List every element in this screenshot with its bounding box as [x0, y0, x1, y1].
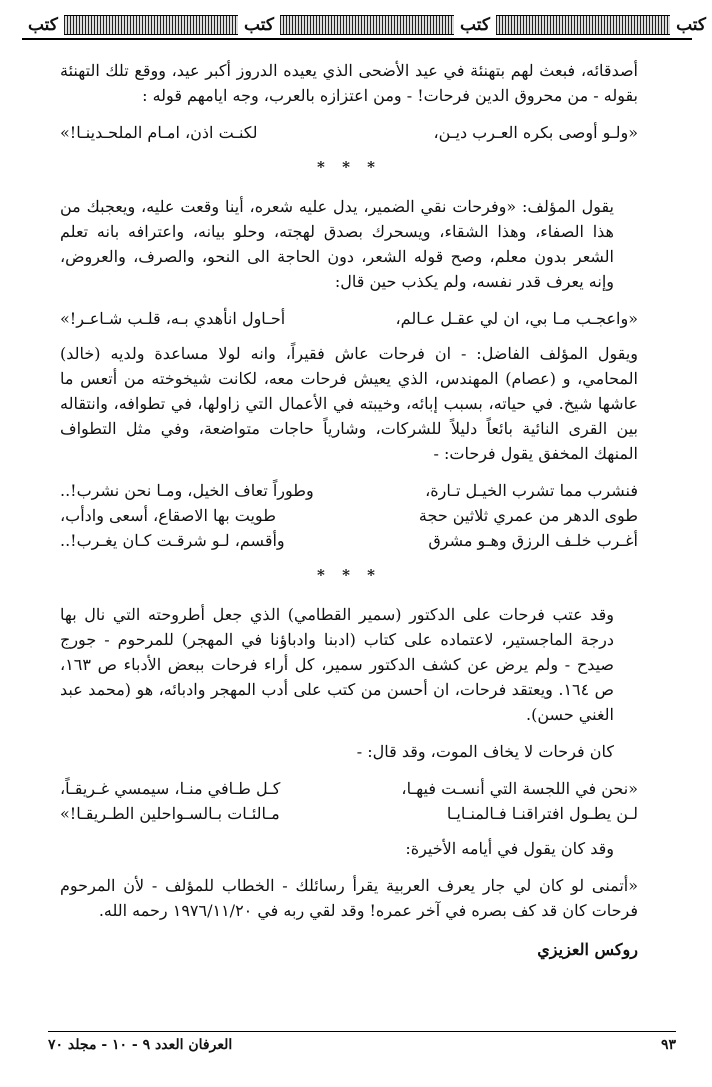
verse-line [60, 120, 638, 145]
verse-hemistich: أحـاول انأهدي بـه، قلـب شـاعـر!» [60, 309, 286, 328]
banner-pattern [496, 15, 670, 35]
verse-hemistich: وأقسم، لـو شرقـت كـان يغـرب!.. [60, 531, 285, 550]
verse-line [60, 776, 638, 801]
banner-word: كتب [238, 16, 280, 34]
banner-pattern [280, 15, 454, 35]
page-footer [48, 1037, 676, 1053]
verse-hemistich: لـن يطـول افتراقنـا فـالمنـايـا [446, 804, 638, 823]
verse-line [60, 503, 638, 528]
banner-pattern [64, 15, 238, 35]
verse-line [60, 306, 638, 331]
banner-word: كتب [454, 16, 496, 34]
fadel-paragraph: ويقول المؤلف الفاضل: - ان فرحات عاش فقيراً، وانه لولا مساعدة ولديه (خالد) المحامي، و (عصام) المهندس، الذي يعيش فرحات معه، لكانت شيخوخته من أتعس ما عاشها شيخ. في حياته، بسبب إبائه، وخيبته في الأعمال التي زاولها، في تطوافه، وانتقاله بين القرى النائية بائعاً دليلاً للشركات، وشارياً حاجات متواضعة، وفي مثل التطواف المنهك المخفق يقول فرحات: - [60, 344, 638, 463]
header-rule [22, 38, 692, 40]
death-intro: كان فرحات لا يخاف الموت، وقد قال: - [356, 742, 614, 761]
verse-line [60, 528, 638, 553]
banner-word: كتب [670, 16, 712, 34]
intro-paragraph: أصدقائه، فبعث لهم بتهنئة في عيد الأضحى الذي يعيده الدروز أكبر عيد، ووقع تلك التهنئة بقوله - من محروق الدين فرحات! - ومن اعتزازه بالعرب، وجه ايامهم قوله : [60, 61, 638, 105]
verse-block-4 [60, 776, 638, 826]
verse-hemistich: طوى الدهر من عمري ثلاثين حجة [418, 506, 638, 525]
author-signature: روكس العزيزي [537, 940, 638, 959]
verse-hemistich: «ولـو أوصى بكره العـرب ديـن، [433, 123, 638, 142]
verse-hemistich: مـالئـات بـالسـواحلين الطـريقـا!» [60, 804, 280, 823]
final-quote: «أتمنى لو كان لي جار يعرف العربية يقرأ رسائلك - الخطاب للمؤلف - لأن المرحوم فرحات كان قد كف بصره في آخر عمره! وقد لقي ربه في ١٩٧٦/١١/٢٠ رحمه الله. [60, 876, 638, 920]
verse-block-3 [60, 478, 638, 553]
verse-line [60, 801, 638, 826]
verse-hemistich: أغـرب خلـف الرزق وهـو مشرق [428, 531, 638, 550]
verse-hemistich: فنشرب مما تشرب الخيـل تـارة، [425, 481, 638, 500]
banner-word: كتب [22, 16, 64, 34]
section-divider: * * * [317, 158, 381, 176]
journal-citation: العرفان العدد ٩ - ١٠ - مجلد ٧٠ [48, 1037, 233, 1053]
author-paragraph: يقول المؤلف: «وفرحات نقي الضمير، يدل عليه شعره، أينا وقعت عليه، ويعجبك من هذا الصفاء، وهذا الشقاء، ويسحرك بصدق لهجته، وحلو بيانه، واعترافه بانه تعلم الشعر بدون معلم، وصح قوله الشعر، دون الحاجة الى النحو، والصرف، والعروض، وإنه يعرف قدر نفسه، ولم يكذب حين قال: [60, 197, 614, 291]
verse-hemistich: كـل طـافي منـا، سيمسي غـريقـاً، [60, 779, 281, 798]
section-divider: * * * [317, 566, 381, 584]
verse-block-2 [60, 306, 638, 331]
verse-line [60, 478, 638, 503]
verse-hemistich: «نحن في اللجسة التي أنسـت فيهـا، [401, 779, 638, 798]
footer-rule [48, 1031, 676, 1032]
article-body [60, 58, 638, 962]
verse-hemistich: طويت بها الاصقاع، أسعى وادأب، [60, 506, 276, 525]
header-banner [22, 14, 712, 36]
verse-block-1 [60, 120, 638, 145]
verse-hemistich: لكنـت اذن، امـام الملحـدينـا!» [60, 123, 258, 142]
page-number: ٩٣ [660, 1037, 676, 1053]
verse-hemistich: «واعجـب مـا بي، ان لي عقـل عـالم، [395, 309, 638, 328]
last-days-line: وقد كان يقول في أيامه الأخيرة: [405, 839, 614, 858]
verse-hemistich: وطوراً تعاف الخيل، ومـا نحن نشرب!.. [60, 481, 314, 500]
critique-paragraph: وقد عتب فرحات على الدكتور (سمير القطامي) الذي جعل أطروحته التي نال بها درجة الماجستير، لاعتماده على كتاب (ادبنا وادباؤنا في المهجر) للمرحوم - جورج صيدح - ولم يرض عن كشف الدكتور سمير، كل أراء فرحات ببعض الأدباء ص ١٦٣، ص ١٦٤. ويعتقد فرحات، ان أحسن من كتب على أدب المهجر وادبائه، هو (محمد عبد الغني حسن). [60, 605, 615, 724]
